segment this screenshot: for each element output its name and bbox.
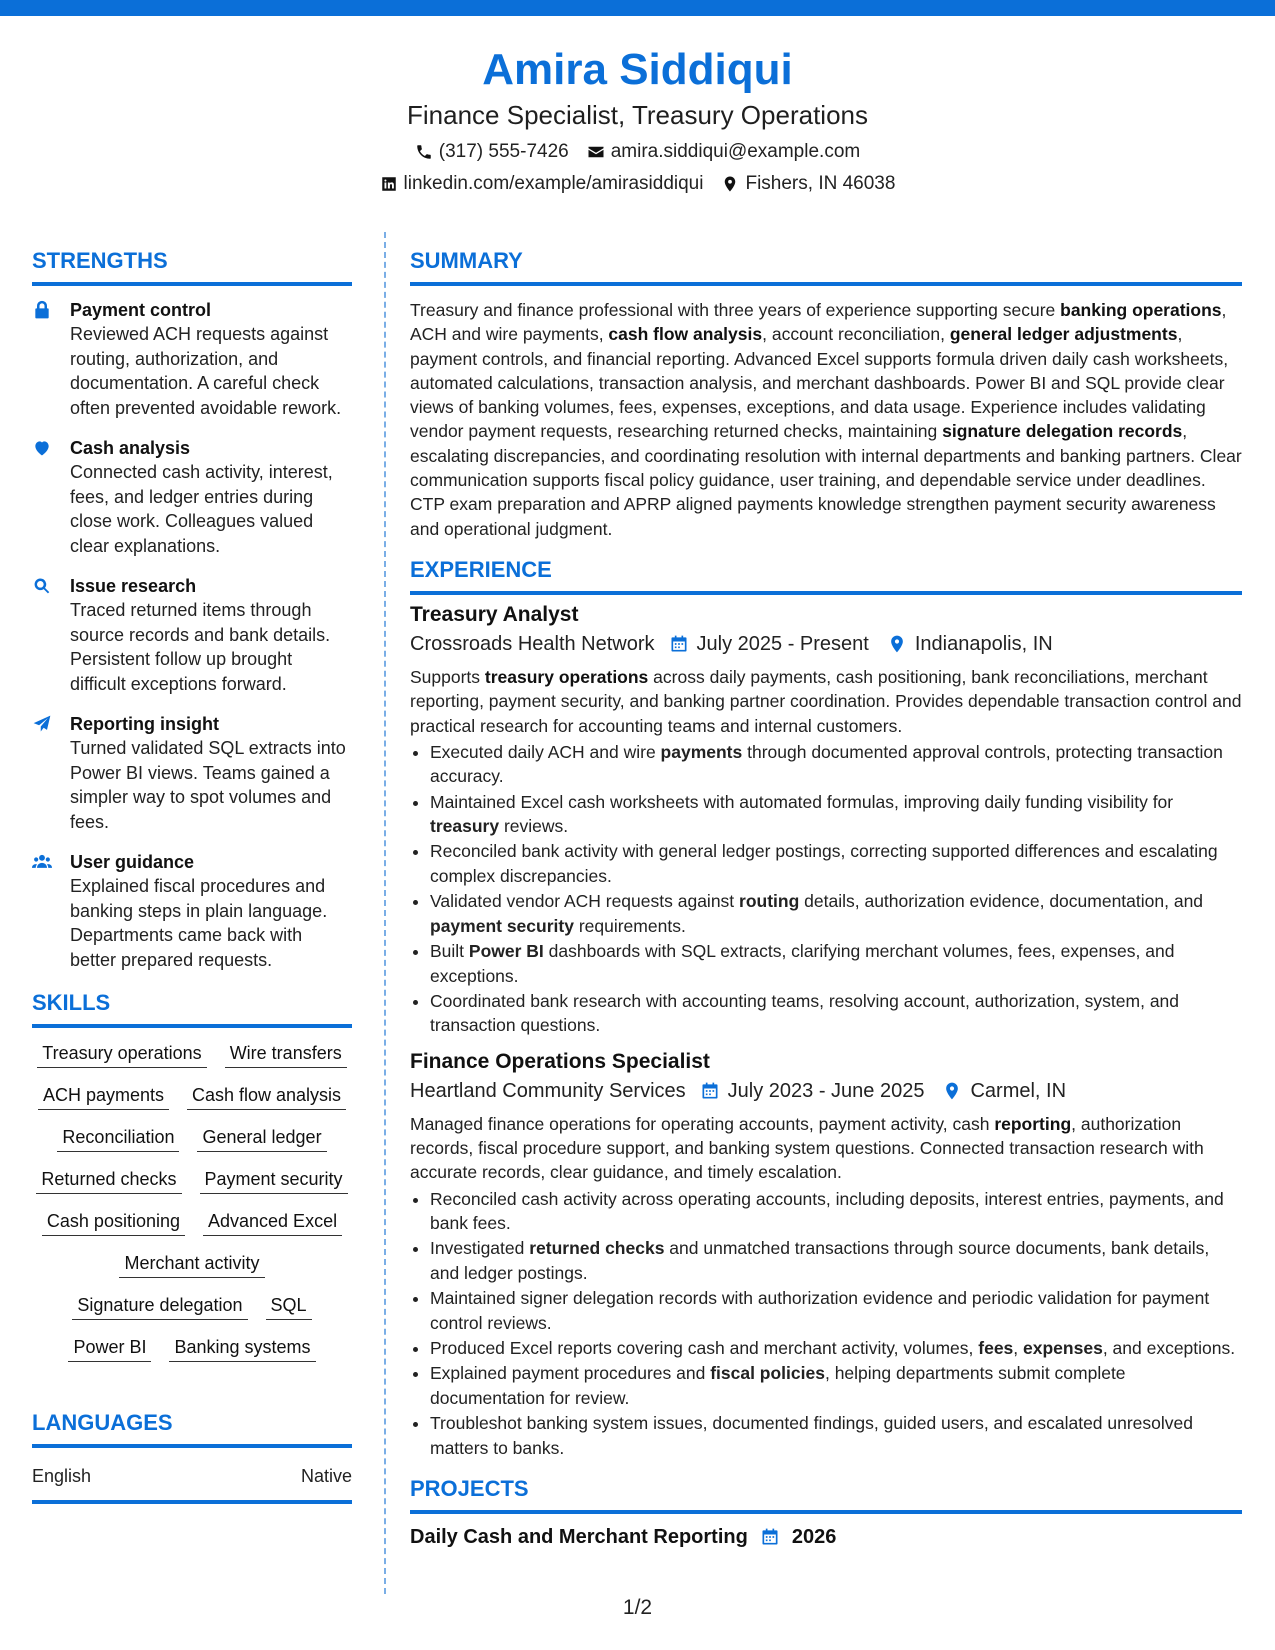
skill-tag: Signature delegation <box>72 1292 247 1320</box>
linkedin-icon <box>380 175 398 193</box>
bullet-item: • Validated vendor ACH requests against routing details, authorization evidence, documentation, and payment security requirements. <box>430 889 1242 938</box>
bullet-item: • Reconciled bank activity with general ledger postings, correcting supported differences and escalating complex discrepancies. <box>430 839 1242 888</box>
skill-tag: Advanced Excel <box>203 1208 342 1236</box>
contact-row-2 <box>0 170 1275 198</box>
bullet-item: • Investigated returned checks and unmatched transactions through source documents, bank details, and ledger postings. <box>430 1236 1242 1285</box>
lock-icon <box>32 300 52 320</box>
calendar-icon <box>760 1527 780 1547</box>
job-dates: July 2023 - June 2025 <box>727 1079 925 1102</box>
language-name: English <box>32 1466 92 1486</box>
job-meta <box>410 1076 1242 1106</box>
envelope-icon <box>587 143 605 161</box>
experience-heading: EXPERIENCE <box>410 556 552 582</box>
section-rule <box>32 1024 352 1028</box>
strength-title: Issue research <box>70 576 197 596</box>
job-meta <box>410 629 1242 659</box>
skill-tag: Banking systems <box>169 1334 315 1362</box>
strength-item <box>32 298 352 420</box>
linkedin-text: linkedin.com/example/amirasiddiqui <box>403 173 704 194</box>
skills-list <box>32 1040 352 1362</box>
strength-desc: Reviewed ACH requests against routing, authorization, and documentation. A careful check often prevented avoidable rework. <box>70 324 342 418</box>
section-rule <box>32 282 352 286</box>
strength-item <box>32 850 352 972</box>
left-column <box>32 246 352 1504</box>
calendar-icon <box>700 1081 720 1101</box>
skill-tag: Payment security <box>200 1166 348 1194</box>
map-pin-icon <box>942 1081 962 1101</box>
section-rule <box>410 1510 1242 1514</box>
skill-tag: Returned checks <box>36 1166 181 1194</box>
phone-text: (317) 555-7426 <box>438 141 569 162</box>
top-accent-bar <box>0 0 1275 16</box>
projects-heading: PROJECTS <box>410 1476 529 1502</box>
strength-title: Payment control <box>70 300 212 320</box>
contact-email[interactable] <box>587 138 861 166</box>
bullet-item: • Executed daily ACH and wire payments through documented approval controls, protecting transaction accuracy. <box>430 740 1242 789</box>
contact-location <box>721 170 895 198</box>
job-dates: July 2025 - Present <box>696 632 869 655</box>
strength-desc: Traced returned items through source records and bank details. Persistent follow up brought difficult exceptions forward. <box>70 600 331 694</box>
contact-phone <box>415 138 569 166</box>
page-number: 1/2 <box>622 1596 653 1619</box>
contact-row-1 <box>0 138 1275 166</box>
map-pin-icon <box>721 175 739 193</box>
strengths-heading: STRENGTHS <box>32 248 168 273</box>
skill-tag: ACH payments <box>38 1082 169 1110</box>
job-entry <box>410 601 1242 1038</box>
strength-desc: Connected cash activity, interest, fees, and ledger entries during close work. Colleagues valued clear explanations. <box>70 462 333 556</box>
strength-desc: Explained fiscal procedures and banking steps in plain language. Departments came back with better prepared requests. <box>70 876 328 970</box>
job-intro: Supports treasury operations across daily payments, cash positioning, bank reconciliations, merchant reporting, payment security, and banking partner coordination. Provides dependable transaction control and practical research for accounting teams and internal customers. <box>410 666 1242 736</box>
candidate-title: Finance Specialist, Treasury Operations <box>407 100 868 130</box>
strength-title: User guidance <box>70 852 195 872</box>
bullet-item: • Troubleshot banking system issues, documented findings, guided users, and escalated unresolved matters to banks. <box>430 1411 1242 1460</box>
project-entry <box>410 1522 1242 1552</box>
bullet-item: • Reconciled cash activity across operating accounts, including deposits, interest entries, payments, and bank fees. <box>430 1187 1242 1236</box>
candidate-name: Amira Siddiqui <box>482 45 793 94</box>
project-year: 2026 <box>791 1526 837 1549</box>
job-company: Heartland Community Services <box>410 1079 686 1102</box>
column-divider <box>384 232 386 1594</box>
project-title: Daily Cash and Merchant Reporting <box>410 1526 748 1549</box>
bullet-item: • Maintained Excel cash worksheets with automated formulas, improving daily funding visibility for treasury reviews. <box>430 790 1242 839</box>
email-text: amira.siddiqui@example.com <box>610 141 861 162</box>
paper-plane-icon <box>32 714 52 734</box>
strength-title: Reporting insight <box>70 714 219 734</box>
job-intro: Managed finance operations for operating accounts, payment activity, cash reporting, authorization records, fiscal procedure support, and banking system questions. Connected transaction research with accurate records, clear guidance, and timely escalation. <box>410 1113 1204 1183</box>
job-location: Indianapolis, IN <box>914 632 1053 655</box>
skill-tag: Reconciliation <box>57 1124 179 1152</box>
job-title: Finance Operations Specialist <box>410 1049 710 1073</box>
map-pin-icon <box>887 634 907 654</box>
skill-tag: SQL <box>266 1292 312 1320</box>
language-level: Native <box>300 1466 352 1486</box>
job-company: Crossroads Health Network <box>410 632 655 655</box>
search-icon <box>32 576 52 596</box>
strength-item <box>32 436 352 558</box>
skill-tag: General ledger <box>197 1124 326 1152</box>
bullet-item: • Explained payment procedures and fiscal policies, helping departments submit complete documentation for review. <box>430 1361 1242 1410</box>
skill-tag: Cash positioning <box>42 1208 185 1236</box>
resume-header <box>0 44 1275 198</box>
skill-tag: Treasury operations <box>37 1040 206 1068</box>
strength-item <box>32 574 352 696</box>
summary-text: Treasury and finance professional with three years of experience supporting secure banking operations, ACH and wire payments, cash flow analysis, account reconciliation, general ledger adjustments, payment controls, and financial reporting. Advanced Excel supports formula driven daily cash worksheets, automated calculations, transaction analysis, and merchant dashboards. Power BI and SQL provide clear views of banking volumes, fees, expenses, exceptions, and data usage. Experience includes validating vendor payment requests, researching returned checks, maintaining signature delegation records, escalating discrepancies, and coordinating resolution with internal departments and banking partners. Clear communication supports fiscal policy guidance, user training, and dependable service under deadlines. CTP exam preparation and APRP aligned payments knowledge strengthen payment security awareness and operational judgment. <box>410 300 1242 539</box>
strength-title: Cash analysis <box>70 438 191 458</box>
bullet-item: • Built Power BI dashboards with SQL extracts, clarifying merchant volumes, fees, expenses, and exceptions. <box>430 939 1242 988</box>
languages-heading: LANGUAGES <box>32 1410 173 1435</box>
calendar-icon <box>669 634 689 654</box>
bullet-item: • Coordinated bank research with accounting teams, resolving account, authorization, system, and transaction questions. <box>430 989 1242 1038</box>
section-rule <box>410 282 1242 286</box>
language-row <box>32 1460 352 1488</box>
phone-icon <box>415 143 433 161</box>
skills-heading: SKILLS <box>32 990 111 1015</box>
job-entry <box>410 1048 1242 1460</box>
skill-tag: Power BI <box>68 1334 151 1362</box>
contact-linkedin[interactable] <box>380 170 704 198</box>
heart-icon <box>32 438 52 458</box>
job-title: Treasury Analyst <box>410 602 579 626</box>
job-bullets <box>410 1187 1242 1460</box>
section-rule <box>410 591 1242 595</box>
skill-tag: Wire transfers <box>225 1040 347 1068</box>
right-column <box>410 246 1242 1552</box>
strength-desc: Turned validated SQL extracts into Power BI views. Teams gained a simpler way to spot volumes and fees. <box>70 738 346 832</box>
skill-tag: Cash flow analysis <box>187 1082 346 1110</box>
job-bullets <box>410 740 1242 1038</box>
skill-tag: Merchant activity <box>119 1250 264 1278</box>
bullet-item: • Produced Excel reports covering cash and merchant activity, volumes, fees, expenses, and exceptions. <box>430 1336 1242 1360</box>
job-location: Carmel, IN <box>970 1079 1067 1102</box>
bullet-item: • Maintained signer delegation records with authorization evidence and periodic validation for payment control reviews. <box>430 1286 1242 1335</box>
summary-heading: SUMMARY <box>410 248 523 273</box>
section-rule <box>32 1444 352 1448</box>
location-text: Fishers, IN 46038 <box>745 173 896 194</box>
users-icon <box>32 852 52 872</box>
strength-item <box>32 712 352 834</box>
language-level-bar <box>32 1500 352 1504</box>
